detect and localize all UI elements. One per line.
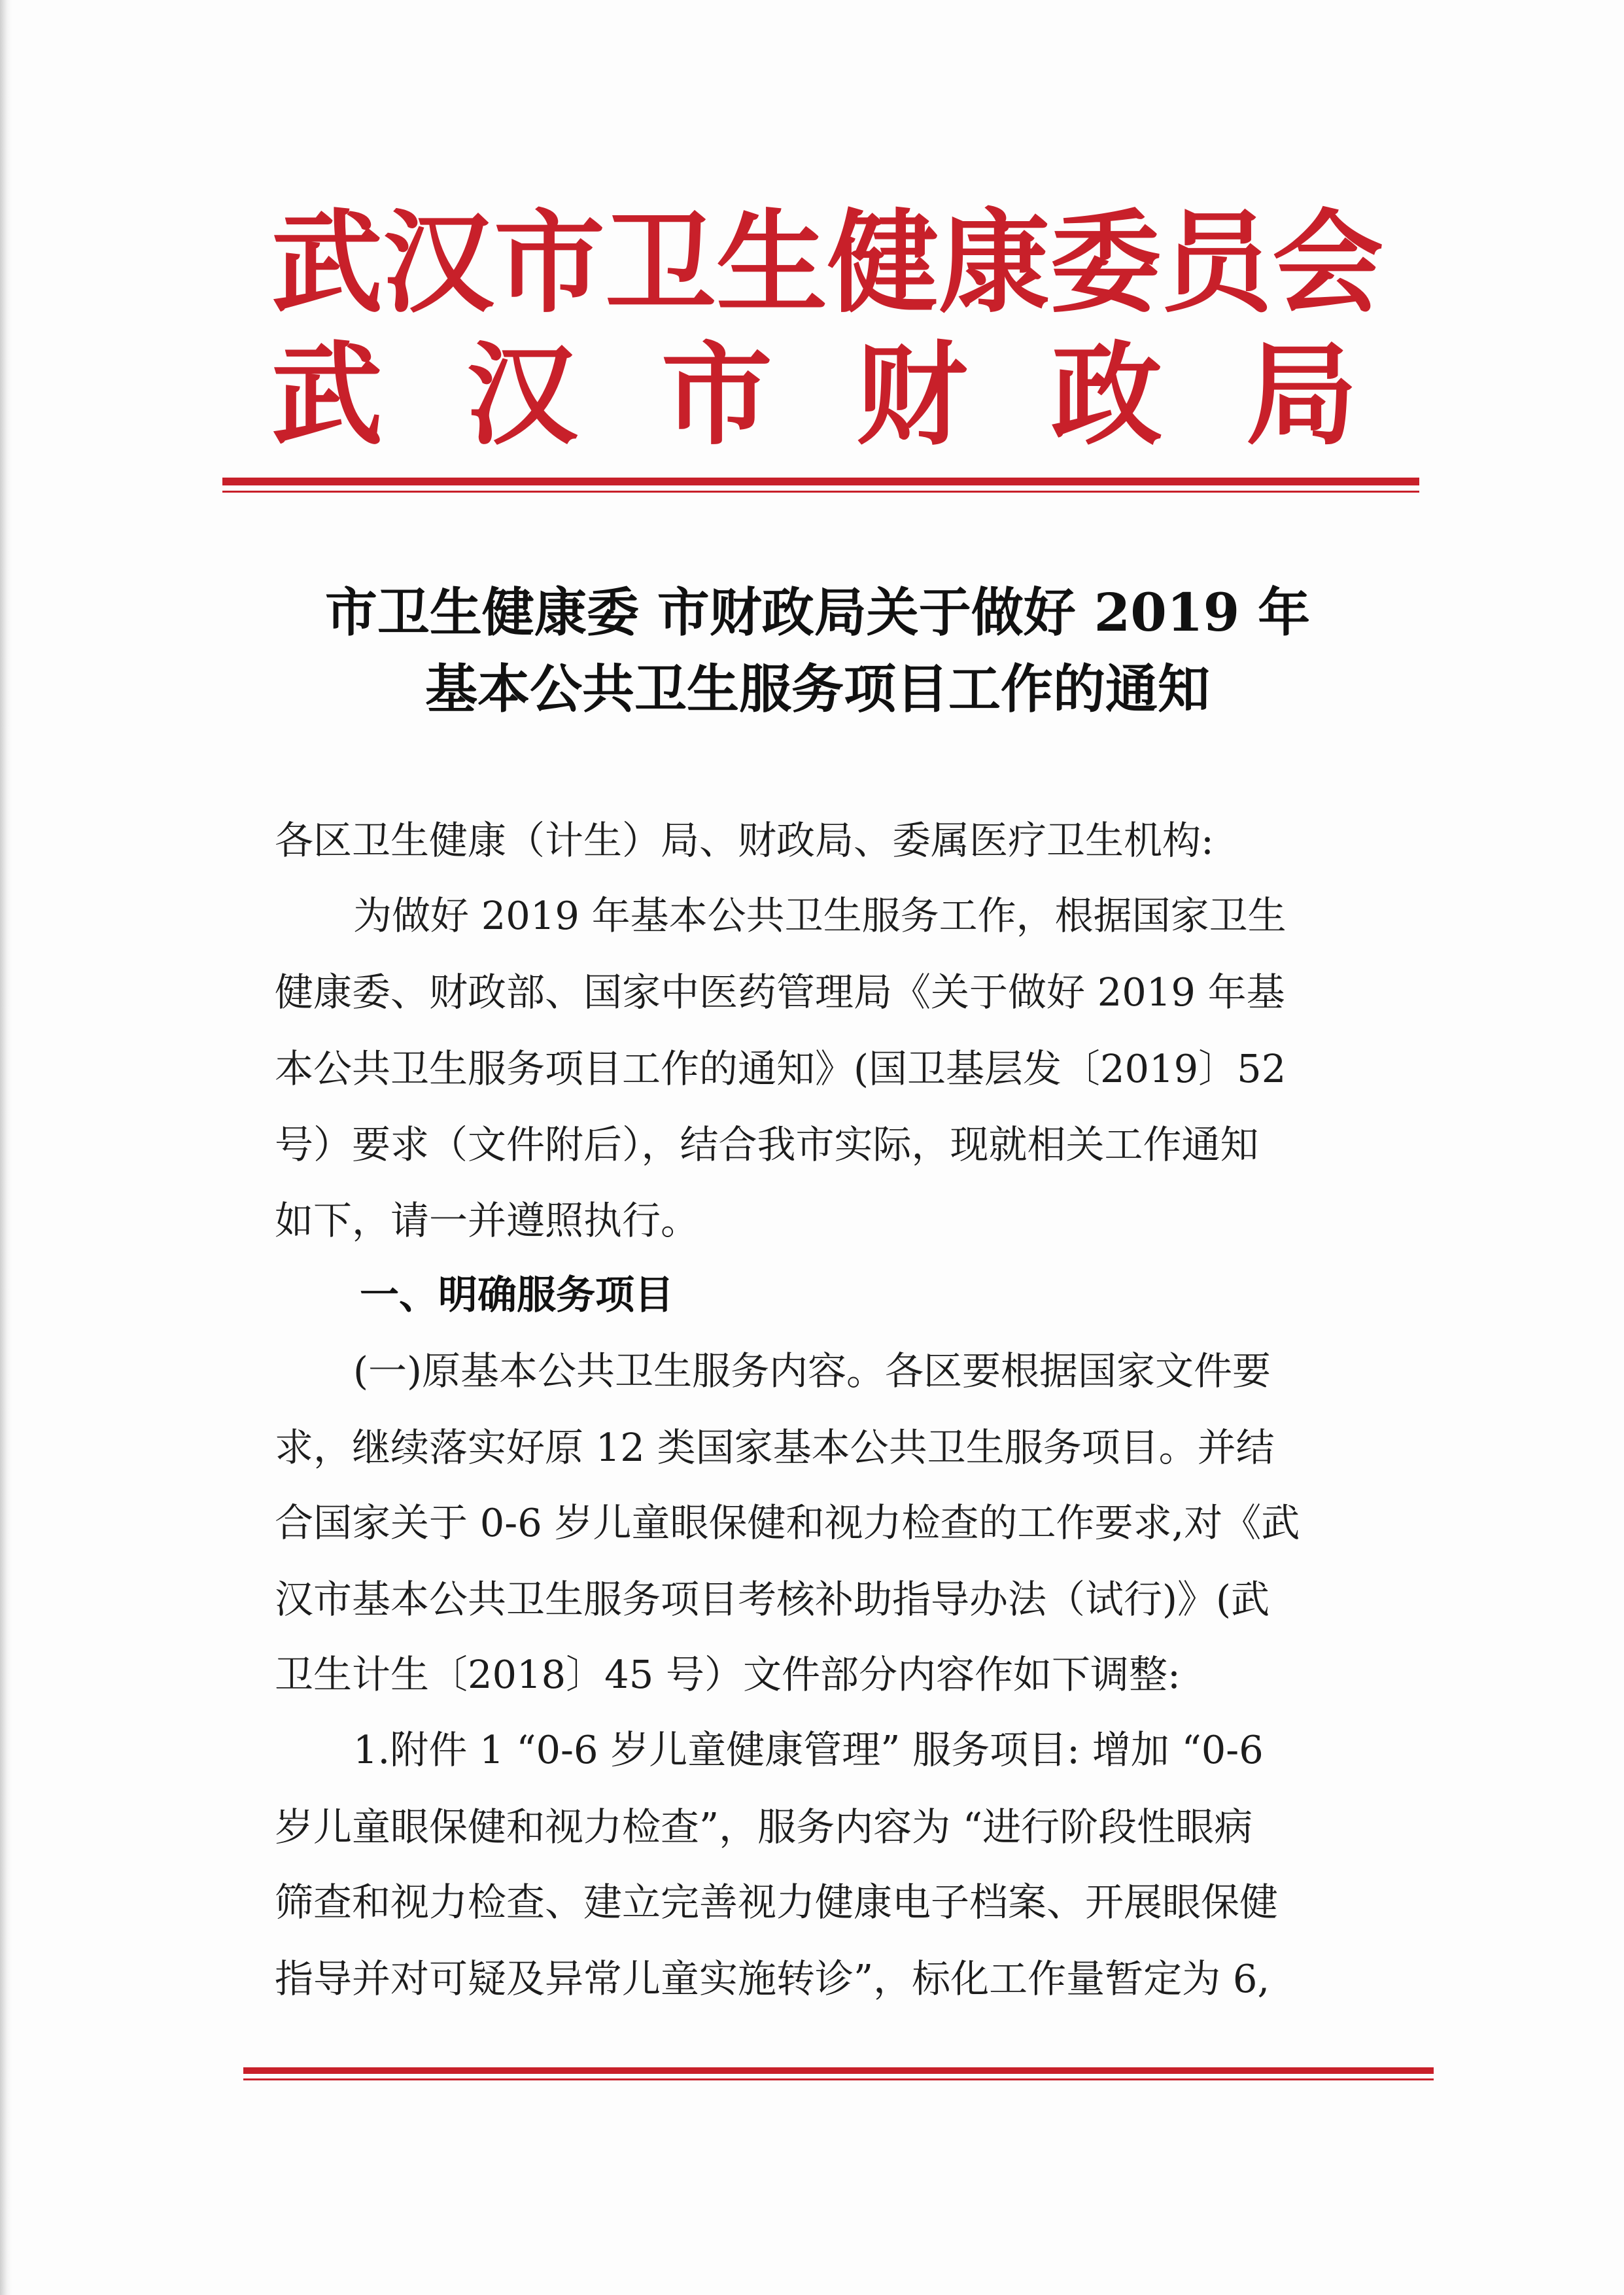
letterhead-char: 汉 bbox=[383, 199, 494, 328]
paragraph-line: 号）要求（文件附后），结合我市实际，现就相关工作通知 bbox=[275, 1122, 1259, 1167]
paragraph-line: 汉市基本公共卫生服务项目考核补助指导办法（试行)》(武 bbox=[275, 1577, 1270, 1622]
letterhead-char: 卫 bbox=[605, 199, 717, 328]
letterhead-red-rule bbox=[222, 478, 1419, 485]
footer-red-rule bbox=[243, 2067, 1434, 2074]
paragraph-line: (一)原基本公共卫生服务内容。各区要根据国家文件要 bbox=[353, 1348, 1271, 1393]
paragraph-line: 卫生计生〔2018〕45 号）文件部分内容作如下调整: bbox=[275, 1652, 1181, 1697]
letterhead-char: 会 bbox=[1272, 199, 1384, 328]
letterhead-char: 市 bbox=[661, 331, 772, 461]
paragraph-line: 筛查和视力检查、建立完善视力健康电子档案、开展眼保健 bbox=[275, 1880, 1279, 1925]
document-title-line-2: 基本公共卫生服务项目工作的通知 bbox=[425, 658, 1210, 720]
letterhead-line-1 bbox=[271, 199, 1384, 328]
paragraph-line: 1.附件 1 “0-6 岁儿童健康管理” 服务项目: 增加 “0-6 bbox=[353, 1727, 1264, 1772]
scan-page-edge bbox=[0, 0, 12, 2295]
paragraph-line: 如下，请一并遵照执行。 bbox=[275, 1198, 700, 1243]
letterhead-red-rule-thin bbox=[222, 491, 1419, 493]
letterhead-char: 汉 bbox=[466, 331, 578, 461]
letterhead-char: 生 bbox=[716, 199, 828, 328]
paragraph-line: 合国家关于 0-6 岁儿童眼保健和视力检查的工作要求,对《武 bbox=[275, 1500, 1300, 1545]
letterhead-char: 员 bbox=[1161, 199, 1273, 328]
paragraph-line: 指导并对可疑及异常儿童实施转诊”，标化工作量暂定为 6, bbox=[275, 1956, 1270, 2001]
salutation: 各区卫生健康（计生）局、财政局、委属医疗卫生机构: bbox=[275, 818, 1214, 863]
letterhead-char: 康 bbox=[939, 199, 1050, 328]
letterhead-char: 健 bbox=[827, 199, 939, 328]
letterhead-char: 委 bbox=[1050, 199, 1162, 328]
footer-red-rule-thin bbox=[243, 2078, 1434, 2080]
document-title-line-1: 市卫生健康委 市财政局关于做好 2019 年 bbox=[324, 582, 1311, 643]
paragraph-line: 为做好 2019 年基本公共卫生服务工作，根据国家卫生 bbox=[353, 893, 1287, 938]
section-heading: 一、明确服务项目 bbox=[360, 1272, 674, 1318]
paragraph-line: 健康委、财政部、国家中医药管理局《关于做好 2019 年基 bbox=[275, 970, 1285, 1015]
letterhead-char: 市 bbox=[494, 199, 606, 328]
letterhead-char: 财 bbox=[855, 331, 967, 461]
letterhead-line-2 bbox=[271, 331, 1357, 461]
letterhead-char: 武 bbox=[271, 199, 383, 328]
paragraph-line: 岁儿童眼保健和视力检查”，服务内容为 “进行阶段性眼病 bbox=[275, 1804, 1253, 1849]
paragraph-line: 求，继续落实好原 12 类国家基本公共卫生服务项目。并结 bbox=[275, 1425, 1275, 1470]
letterhead-char: 政 bbox=[1050, 331, 1162, 461]
letterhead-char: 武 bbox=[271, 331, 383, 461]
letterhead-char: 局 bbox=[1245, 331, 1357, 461]
paragraph-line: 本公共卫生服务项目工作的通知》(国卫基层发〔2019〕52 bbox=[275, 1046, 1287, 1091]
